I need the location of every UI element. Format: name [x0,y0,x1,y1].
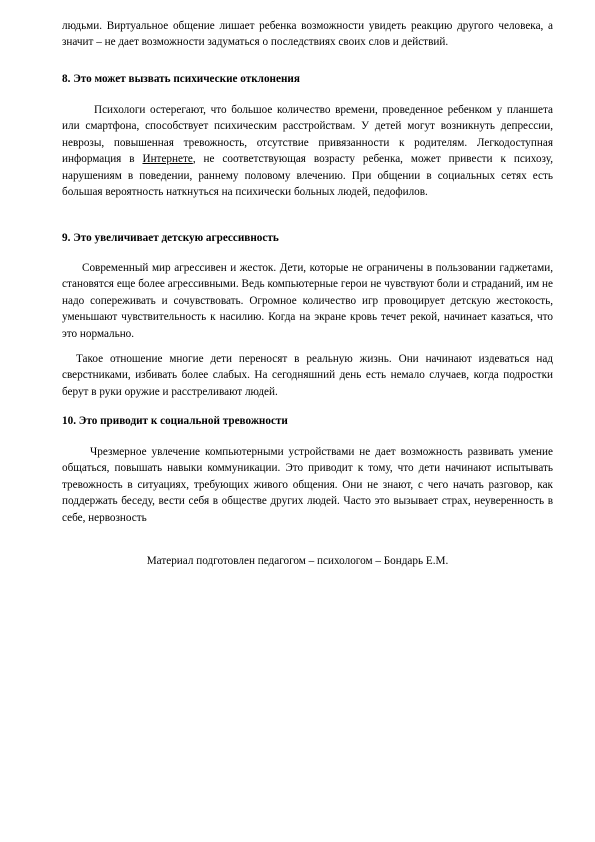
section-8-paragraph [62,102,553,200]
section-8-heading: 8. Это может вызвать психические отклонения [62,73,300,85]
internet-link[interactable]: Интернете [142,153,193,166]
author-signature: Материал подготовлен педагогом – психологом – Бондарь Е.М. [146,555,449,567]
section-9-heading: 9. Это увеличивает детскую агрессивность [62,232,279,244]
intro-paragraph: людьми. Виртуальное общение лишает ребенка возможности увидеть реакцию другого человека, а значит – не дает возможности задуматься о последствиях своих слов и действий. [62,20,553,49]
section-10-heading: 10. Это приводит к социальной тревожности [62,415,288,427]
section-9-paragraph-2: Такое отношение многие дети переносят в реальную жизнь. Они начинают издеваться над сверстниками, избивать более слабых. На сегодняшний день есть немало случаев, когда подростки берут в руки оружие и расстреливают людей. [62,353,553,398]
section-9-paragraph-1: Современный мир агрессивен и жесток. Дети, которые не ограничены в пользовании гаджетами, становятся еще более агрессивными. Ведь компьютерные герои не чувствуют боли и страданий, им не надо сопереживать и сочувствовать. Огромное количество игр провоцирует детскую жестокость, уменьшают чувствительность к насилию. Когда на экране кровь течет рекой, начинает казаться, что это нормально. [62,262,553,340]
section-8-text-part-2: , не соответствующая возрасту ребенка, может привести к психозу, нарушениям в поведении, раннему половому влечению. При общении в социальных сетях есть большая вероятность наткнуться на психически больных людей, педофилов. [62,153,553,199]
section-8-text-part-1: Психологи остерегают, что большое количество времени, проведенное ребенком у планшета или смартфона, способствует психическим расстройствам. У детей могут возникнуть депрессии, неврозы, повышенная тревожность, отсутствие привязанности к родителям. Легкодоступная информация в [62,104,553,166]
section-10-paragraph: Чрезмерное увлечение компьютерными устройствами не дает возможность развивать умение общаться, повышать навыки коммуникации. Это приводит к тому, что дети начинают испытывать тревожность в ситуациях, требующих живого общения. Они не знают, с чего начать разговор, как поддержать беседу, вести себя в обществе других людей. Часто это вызывает страх, неуверенность в себе, нервозность [62,446,553,524]
